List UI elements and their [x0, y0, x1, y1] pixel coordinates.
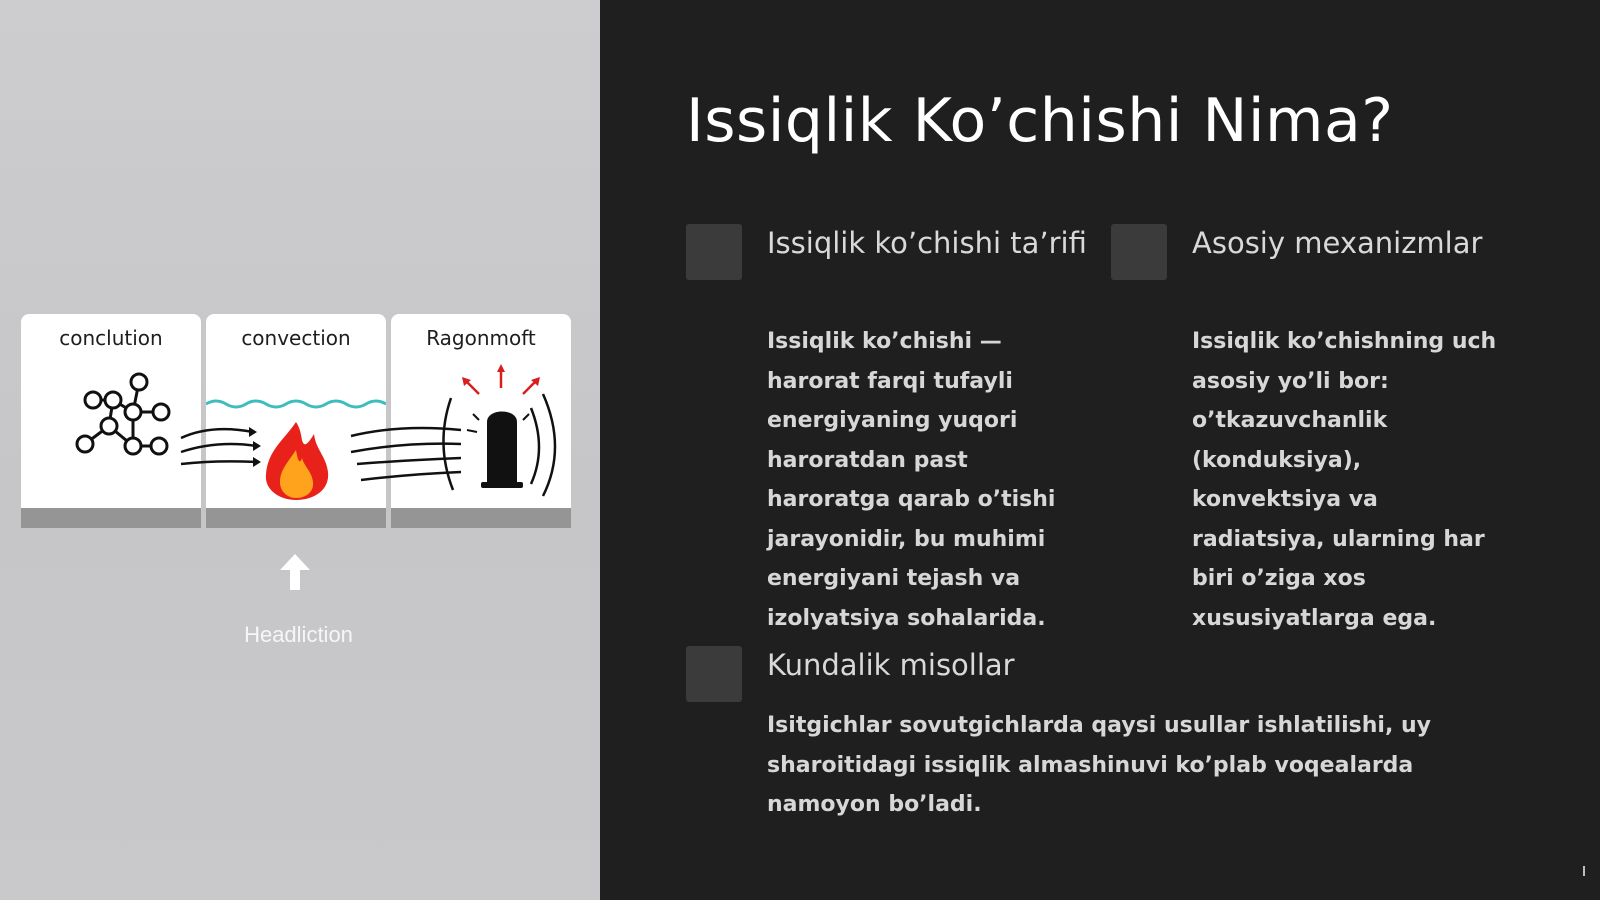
body-line: radiatsiya, ularning har	[1192, 526, 1485, 552]
convection-label: convection	[241, 326, 351, 350]
bullet-square	[1111, 224, 1167, 280]
examples-heading: Kundalik misollar	[767, 648, 1015, 682]
body-line: harorat farqi tufayli	[767, 368, 1013, 394]
body-line: xususiyatlarga ega.	[1192, 605, 1437, 631]
body-line: haroratga qarab o’tishi	[767, 487, 1056, 512]
illustration-panel	[0, 0, 600, 900]
radiation-label: Ragonmoft	[426, 326, 536, 350]
examples-body	[767, 706, 1557, 825]
body-line: namoyon bo’ladi.	[767, 792, 982, 817]
card-base	[21, 508, 201, 528]
convection-card	[206, 314, 386, 528]
arrow-up-icon	[280, 554, 310, 590]
molecule-network-icon	[21, 364, 201, 484]
bullet-square	[686, 224, 742, 280]
card-base	[391, 508, 571, 528]
definition-heading: Issiqlik ko’chishi ta’rifi	[767, 226, 1087, 260]
bullet-square	[686, 646, 742, 702]
body-line: energiyaning yuqori	[767, 408, 1018, 433]
definition-body	[767, 322, 1107, 638]
body-line: (konduksiya),	[1192, 447, 1362, 473]
body-line: haroratdan past	[767, 447, 968, 473]
body-line: jarayonidir, bu muhimi	[767, 526, 1046, 552]
diagram-caption: Headliction	[244, 622, 353, 647]
conduction-label: conclution	[59, 326, 163, 350]
fire-with-wave-icon	[206, 364, 386, 504]
slide-title: Issiqlik Ko’chishi Nima?	[686, 86, 1394, 156]
body-line: Issiqlik ko’chishning uch	[1192, 329, 1497, 354]
body-line: sharoitidagi issiqlik almashinuvi ko’plab voqealarda	[767, 752, 1414, 778]
card-base	[206, 508, 386, 528]
conduction-card	[21, 314, 201, 528]
body-line: konvektsiya va	[1192, 487, 1378, 512]
radiation-card	[391, 314, 571, 528]
mechanisms-body	[1192, 322, 1552, 638]
body-line: asosiy yo’li bor:	[1192, 368, 1389, 394]
body-line: Issiqlik ko’chishi —	[767, 329, 1002, 354]
body-line: biri o’ziga xos	[1192, 566, 1366, 591]
body-line: Isitgichlar sovutgichlarda qaysi usullar ishlatilishi, uy	[767, 713, 1431, 738]
corner-mark	[1583, 866, 1585, 876]
radiating-heater-icon	[391, 364, 571, 504]
body-line: o’tkazuvchanlik	[1192, 408, 1388, 433]
body-line: izolyatsiya sohalarida.	[767, 605, 1046, 631]
body-line: energiyani tejash va	[767, 566, 1021, 591]
mechanisms-heading: Asosiy mexanizmlar	[1192, 226, 1483, 260]
